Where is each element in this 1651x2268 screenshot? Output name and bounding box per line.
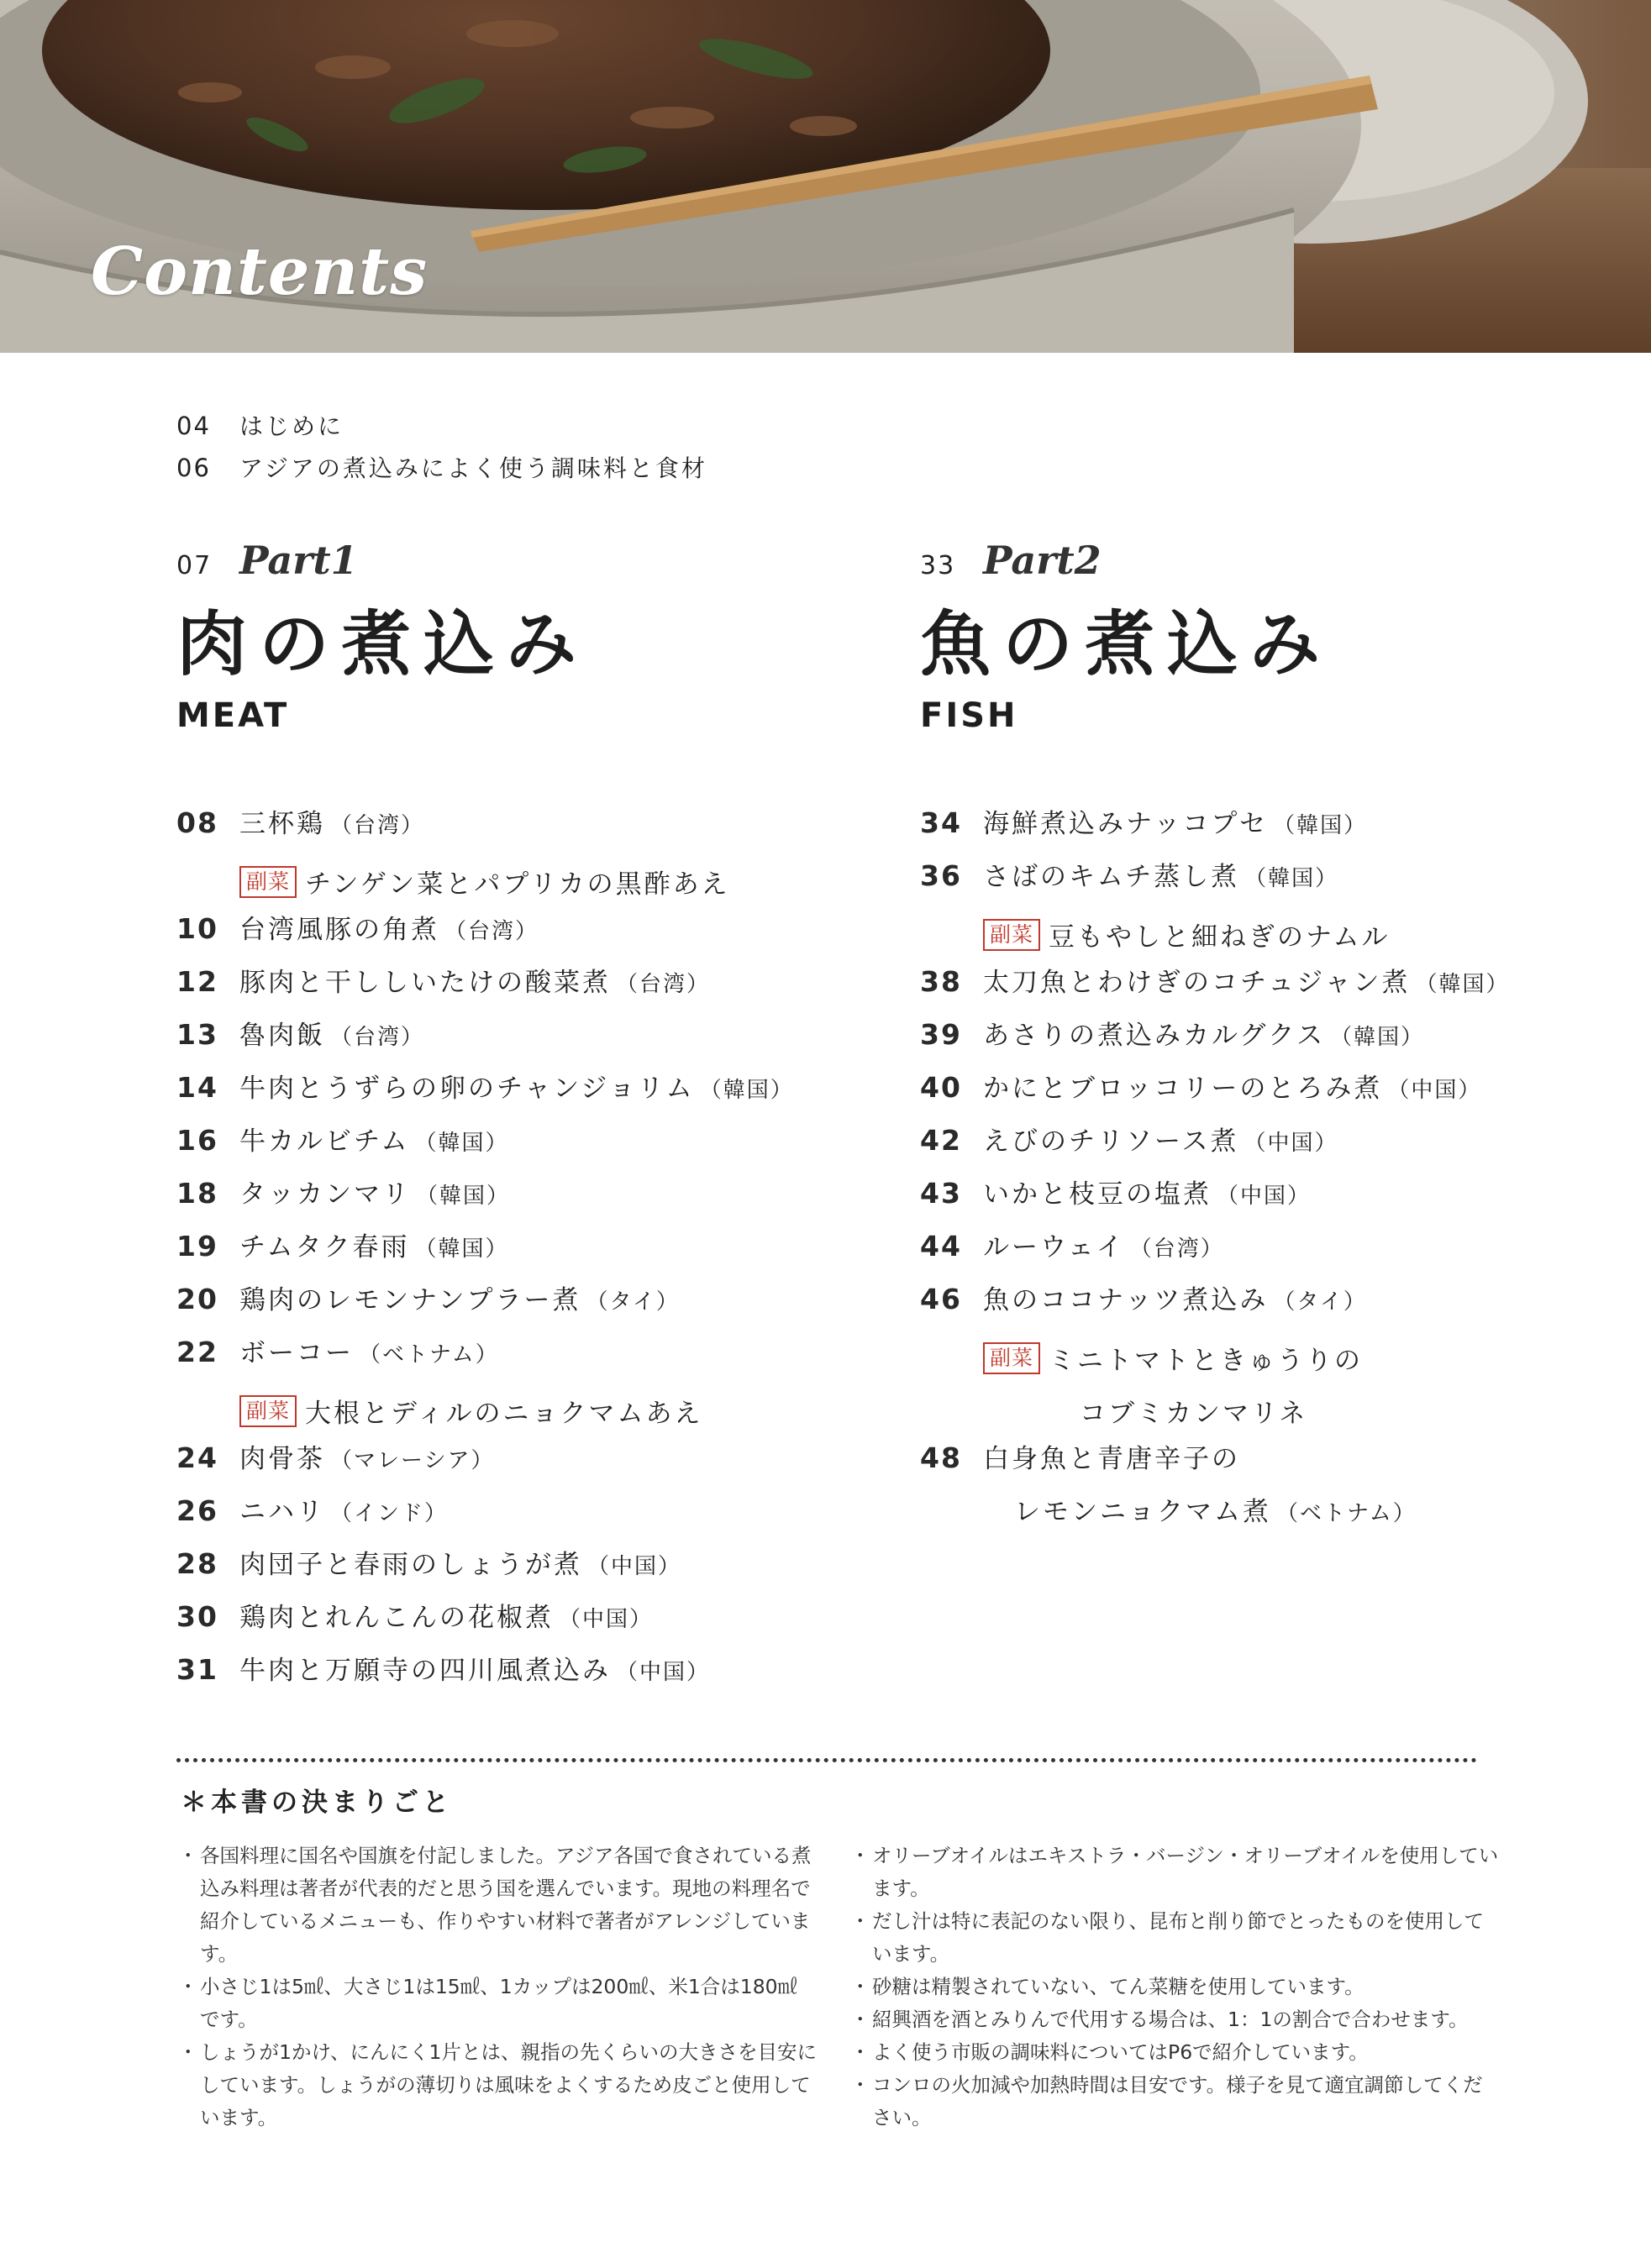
recipe-title: 牛カルビチム: [239, 1126, 410, 1157]
recipe-country: （タイ）: [586, 1289, 680, 1315]
page-number: 18: [176, 1177, 218, 1210]
rule-item: [850, 1905, 1501, 1971]
part2-recipe-list: [920, 802, 1509, 1543]
rule-item: [850, 2036, 1501, 2069]
recipe-title: チムタク春雨: [239, 1232, 410, 1263]
bullet-icon: ・: [850, 1844, 870, 1867]
recipe-country: （韓国）: [1415, 972, 1510, 997]
recipe-entry[interactable]: [176, 1278, 794, 1331]
rule-item: [850, 2003, 1501, 2036]
bullet-icon: ・: [178, 2040, 198, 2064]
recipe-entry[interactable]: [176, 961, 794, 1014]
recipe-title: 魚のココナッツ煮込み: [983, 1285, 1269, 1315]
side-dish-badge: 副菜: [239, 866, 297, 898]
recipe-country: （韓国）: [416, 1184, 511, 1209]
page-number: 31: [176, 1653, 218, 1686]
rule-text: コンロの火加減や加熱時間は目安です。様子を見て適宜調節してください。: [872, 2073, 1483, 2129]
recipe-title: 白身魚と青唐辛子の: [983, 1444, 1240, 1474]
part2-page-number: 33: [920, 551, 956, 580]
recipe-title: 大根とディルのニョクマムあえ: [305, 1399, 703, 1429]
rule-text: 小さじ1は5㎖、大さじ1は15㎖、1カップは200㎖、米1合は180㎖です。: [200, 1975, 798, 2031]
header-photo: [0, 0, 1651, 353]
page-number: 16: [176, 1124, 218, 1157]
page-number: 10: [176, 912, 218, 945]
recipe-country: （台湾）: [330, 1025, 425, 1050]
recipe-country: （中国）: [587, 1554, 682, 1579]
recipe-country: （中国）: [616, 1660, 711, 1685]
recipe-country: （中国）: [1217, 1184, 1312, 1209]
recipe-entry[interactable]: [176, 1014, 794, 1067]
page-number: 38: [920, 965, 962, 998]
recipe-country: （韓国）: [699, 1078, 794, 1103]
page-number: 42: [920, 1124, 962, 1157]
rule-text: しょうが1かけ、にんにく1片とは、親指の先くらいの大きさを目安にしています。しょうがの薄切りは風味をよくするため皮ごと使用しています。: [200, 2040, 817, 2129]
rule-item: [850, 2069, 1501, 2134]
recipe-title-continuation[interactable]: [920, 1490, 1509, 1543]
page-number: 46: [920, 1283, 962, 1315]
recipe-country: （中国）: [559, 1607, 654, 1632]
page-number: 04: [176, 412, 211, 440]
rule-item: [850, 1840, 1501, 1905]
recipe-title: 豚肉と干ししいたけの酸菜煮: [239, 968, 611, 998]
side-dish-entry[interactable]: [176, 1384, 794, 1437]
part1-title: 肉の煮込み: [176, 603, 589, 685]
recipe-title: 肉団子と春雨のしょうが煮: [239, 1550, 582, 1580]
part2-label: Part2: [983, 538, 1102, 583]
recipe-title: えびのチリソース煮: [983, 1126, 1239, 1157]
entry-title: アジアの煮込みによく使う調味料と食材: [239, 454, 707, 482]
recipe-title: ルーウェイ: [983, 1232, 1125, 1263]
part1-subtitle: MEAT: [176, 696, 290, 735]
recipe-title: 三杯鶏: [239, 809, 325, 839]
bullet-icon: ・: [850, 2008, 870, 2031]
recipe-title: 鶏肉とれんこんの花椒煮: [239, 1603, 554, 1633]
recipe-country: （インド）: [330, 1501, 449, 1526]
recipe-entry[interactable]: [176, 1649, 794, 1702]
recipe-title: 牛肉と万願寺の四川風煮込み: [239, 1656, 611, 1686]
recipe-title: 肉骨茶: [239, 1444, 325, 1474]
side-dish-entry[interactable]: [920, 1331, 1509, 1384]
recipe-entry[interactable]: [176, 1120, 794, 1173]
bullet-icon: ・: [178, 1844, 198, 1867]
contents-title: Contents: [91, 234, 429, 310]
recipe-country: （韓国）: [1273, 813, 1368, 838]
rule-item: [850, 1971, 1501, 2003]
recipe-country: （タイ）: [1273, 1289, 1367, 1315]
page-number: 36: [920, 859, 962, 892]
recipe-entry[interactable]: [920, 1120, 1509, 1173]
recipe-title: いかと枝豆の塩煮: [983, 1179, 1212, 1210]
recipe-country: （韓国）: [414, 1131, 509, 1156]
page-number: 13: [176, 1018, 218, 1051]
recipe-entry[interactable]: [920, 802, 1509, 855]
recipe-title: タッカンマリ: [239, 1179, 411, 1210]
recipe-country: （韓国）: [1330, 1025, 1425, 1050]
recipe-entry[interactable]: [176, 908, 794, 961]
recipe-entry[interactable]: [920, 1437, 1509, 1490]
entry-title: はじめに: [239, 412, 344, 440]
recipe-country: （台湾）: [1129, 1236, 1224, 1262]
recipe-title: レモンニョクマム煮: [1014, 1497, 1271, 1527]
recipe-title: かにとブロッコリーのとろみ煮: [983, 1074, 1383, 1104]
recipe-title: 豆もやしと細ねぎのナムル: [1049, 922, 1391, 953]
page-number: 24: [176, 1441, 218, 1474]
recipe-entry[interactable]: [920, 1014, 1509, 1067]
recipe-title: ボーコー: [239, 1338, 354, 1368]
rule-item: [178, 2036, 817, 2134]
side-dish-badge: 副菜: [983, 1342, 1040, 1374]
rule-text: 紹興酒を酒とみりんで代用する場合は、1：1の割合で合わせます。: [872, 2008, 1469, 2031]
recipe-country: （台湾）: [444, 919, 539, 944]
recipe-title: 鶏肉のレモンナンプラー煮: [239, 1285, 581, 1315]
page-number: 44: [920, 1230, 962, 1263]
recipe-entry[interactable]: [176, 802, 794, 855]
rule-text: 砂糖は精製されていない、てん菜糖を使用しています。: [872, 1975, 1364, 1998]
recipe-country: （中国）: [1244, 1131, 1338, 1156]
side-dish-badge: 副菜: [983, 919, 1040, 951]
recipe-entry[interactable]: [920, 855, 1509, 908]
page-number: 30: [176, 1600, 218, 1633]
recipe-title: チンゲン菜とパプリカの黒酢あえ: [305, 869, 730, 900]
recipe-country: （マレーシア）: [330, 1448, 495, 1473]
page-number: 48: [920, 1441, 962, 1474]
toc-entry-intro[interactable]: [176, 408, 707, 450]
page-number: 26: [176, 1494, 218, 1527]
page-number: 08: [176, 806, 218, 839]
dotted-divider: [176, 1758, 1477, 1762]
rule-text: よく使う市販の調味料についてはP6で紹介しています。: [872, 2040, 1369, 2064]
part1-recipe-list: [176, 802, 794, 1702]
recipe-country: （韓国）: [414, 1236, 509, 1262]
recipe-entry[interactable]: [176, 1543, 794, 1596]
recipe-entry[interactable]: [176, 1596, 794, 1649]
page-number: 14: [176, 1071, 218, 1104]
page-number: 19: [176, 1230, 218, 1263]
recipe-country: （台湾）: [330, 813, 425, 838]
side-dish-badge: 副菜: [239, 1395, 297, 1427]
recipe-title: コブミカンマリネ: [1080, 1399, 1308, 1429]
page-number: 40: [920, 1071, 962, 1104]
recipe-title: さばのキムチ蒸し煮: [983, 862, 1240, 892]
recipe-title: 台湾風豚の角煮: [239, 915, 439, 945]
rule-text: だし汁は特に表記のない限り、昆布と削り節でとったものを使用しています。: [872, 1909, 1485, 1966]
rule-item: [178, 1971, 817, 2036]
bullet-icon: ・: [178, 1975, 198, 1998]
part1-page-number: 07: [176, 551, 213, 580]
rules-right-column: [850, 1840, 1501, 2134]
bullet-icon: ・: [850, 2073, 870, 2097]
part2-heading: [920, 538, 1332, 735]
rule-text: オリーブオイルはエキストラ・バージン・オリーブオイルを使用しています。: [872, 1844, 1499, 1900]
recipe-title: あさりの煮込みカルグクス: [983, 1021, 1326, 1051]
page-number: 22: [176, 1336, 218, 1368]
recipe-country: （台湾）: [616, 972, 711, 997]
recipe-entry[interactable]: [920, 961, 1509, 1014]
recipe-entry[interactable]: [920, 1226, 1509, 1278]
page-number: 34: [920, 806, 962, 839]
recipe-title: ミニトマトときゅうりの: [1049, 1346, 1364, 1376]
recipe-entry[interactable]: [920, 1067, 1509, 1120]
rules-heading: ＊本書の決まりごと: [181, 1788, 453, 1818]
recipe-entry[interactable]: [176, 1067, 794, 1120]
toc-entry-seasonings[interactable]: [176, 450, 707, 492]
recipe-country: （韓国）: [1244, 866, 1339, 891]
page-number: 28: [176, 1547, 218, 1580]
rule-item: [178, 1840, 817, 1971]
page-number: 06: [176, 454, 211, 482]
page-number: 39: [920, 1018, 962, 1051]
page-number: 43: [920, 1177, 962, 1210]
recipe-title: ニハリ: [239, 1497, 325, 1527]
recipe-title: 牛肉とうずらの卵のチャンジョリム: [239, 1074, 695, 1104]
recipe-entry[interactable]: [176, 1226, 794, 1278]
page-number: 12: [176, 965, 218, 998]
recipe-country: （中国）: [1387, 1078, 1482, 1103]
recipe-country: （ベトナム）: [1276, 1501, 1417, 1526]
bullet-icon: ・: [850, 1909, 870, 1933]
recipe-country: （ベトナム）: [359, 1342, 499, 1368]
side-dish-entry[interactable]: [920, 908, 1509, 961]
rules-left-column: [178, 1840, 817, 2134]
page-number: 20: [176, 1283, 218, 1315]
recipe-entry[interactable]: [920, 1278, 1509, 1331]
intro-list: [176, 408, 707, 492]
rule-text: 各国料理に国名や国旗を付記しました。アジア各国で食されている煮込み料理は著者が代表的だと思う国を選んでいます。現地の料理名で紹介しているメニューも、作りやすい材料で著者がアレンジしています。: [200, 1844, 812, 1966]
recipe-title: 海鮮煮込みナッコプセ: [983, 809, 1269, 839]
recipe-title: 魯肉飯: [239, 1021, 325, 1051]
part1-label: Part1: [239, 538, 358, 583]
side-dish-continuation[interactable]: [920, 1384, 1509, 1437]
part1-heading: [176, 538, 588, 735]
recipe-entry[interactable]: [920, 1173, 1509, 1226]
recipe-entry[interactable]: [176, 1331, 794, 1384]
part2-title: 魚の煮込み: [920, 603, 1333, 685]
recipe-entry[interactable]: [176, 1173, 794, 1226]
part2-subtitle: FISH: [920, 696, 1018, 735]
bullet-icon: ・: [850, 2040, 870, 2064]
recipe-title: 太刀魚とわけぎのコチュジャン煮: [983, 968, 1411, 998]
side-dish-entry[interactable]: [176, 855, 794, 908]
recipe-entry[interactable]: [176, 1490, 794, 1543]
bullet-icon: ・: [850, 1975, 870, 1998]
recipe-entry[interactable]: [176, 1437, 794, 1490]
